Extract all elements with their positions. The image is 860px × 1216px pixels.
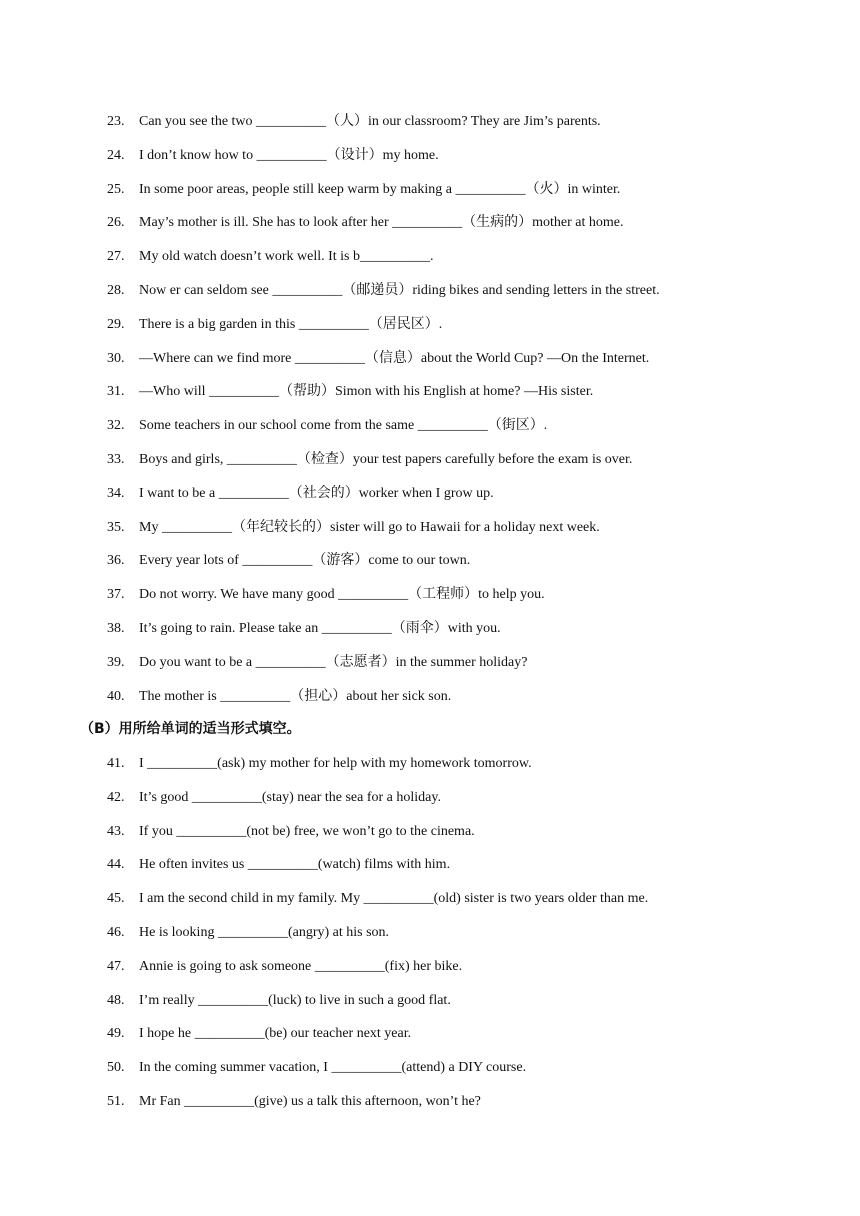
item-number: 35. [107, 519, 125, 535]
item-text: My old watch doesn’t work well. It is b__________. [139, 249, 434, 265]
exercise-item [0, 210, 860, 244]
item-text: —Where can we find more __________（信息）about the World Cup? —On the Internet. [139, 350, 650, 366]
item-number: 33. [107, 451, 125, 467]
exercise-item [0, 1055, 860, 1089]
item-text: He often invites us __________(watch) films with him. [139, 857, 451, 873]
item-number: 49. [107, 1026, 125, 1042]
item-number: 30. [107, 350, 125, 366]
item-text: I __________(ask) my mother for help with my homework tomorrow. [139, 756, 532, 771]
item-number: 50. [107, 1060, 125, 1076]
exercise-item [0, 548, 860, 582]
item-text: Now er can seldom see __________（邮递员）riding bikes and sending letters in the street. [139, 282, 660, 298]
item-number: 31. [107, 384, 125, 400]
item-text: In some poor areas, people still keep warm by making a __________（火）in winter. [139, 181, 621, 197]
item-number: 37. [107, 587, 125, 603]
item-number: 23. [107, 114, 125, 129]
exercise-item [0, 886, 860, 920]
item-text: It’s good __________(stay) near the sea for a holiday. [139, 789, 441, 805]
item-text: The mother is __________（担心）about her sick son. [139, 688, 452, 704]
item-text: Do you want to be a __________（志愿者）in the summer holiday? [139, 654, 528, 670]
section-b-heading: （B）用所给单词的适当形式填空。 [80, 721, 301, 737]
item-text: I don’t know how to __________（设计）my home. [139, 147, 439, 163]
item-text: —Who will __________（帮助）Simon with his English at home? —His sister. [139, 384, 594, 400]
exercise-item [0, 481, 860, 515]
exercise-item [0, 447, 860, 481]
item-number: 24. [107, 147, 125, 163]
item-text: Annie is going to ask someone __________(fix) her bike. [139, 958, 463, 974]
item-number: 42. [107, 789, 125, 805]
item-number: 27. [107, 249, 125, 265]
item-number: 36. [107, 553, 125, 569]
exercise-list-b [0, 751, 860, 1123]
item-number: 28. [107, 282, 125, 298]
item-number: 26. [107, 215, 125, 231]
exercise-item [0, 244, 860, 278]
item-text: I’m really __________(luck) to live in such a good flat. [139, 992, 451, 1008]
exercise-item [0, 988, 860, 1022]
exercise-item [0, 650, 860, 684]
exercise-item [0, 177, 860, 211]
exercise-item [0, 954, 860, 988]
item-number: 41. [107, 756, 125, 771]
exercise-item [0, 852, 860, 886]
exercise-item [0, 515, 860, 549]
exercise-item [0, 278, 860, 312]
item-number: 44. [107, 857, 125, 873]
item-number: 39. [107, 654, 125, 670]
item-number: 45. [107, 891, 125, 907]
item-number: 51. [107, 1093, 125, 1109]
exercise-item [0, 819, 860, 853]
item-number: 38. [107, 620, 125, 636]
exercise-item [0, 684, 860, 718]
item-text: Every year lots of __________（游客）come to our town. [139, 553, 471, 569]
item-text: There is a big garden in this __________（居民区）. [139, 316, 443, 332]
exercise-item [0, 413, 860, 447]
item-number: 46. [107, 924, 125, 940]
item-number: 25. [107, 181, 125, 197]
item-text: Can you see the two __________（人）in our classroom? They are Jim’s parents. [139, 114, 601, 129]
exercise-item [0, 920, 860, 954]
item-number: 32. [107, 418, 125, 434]
item-text: Do not worry. We have many good __________（工程师）to help you. [139, 587, 545, 603]
item-text: My __________（年纪较长的）sister will go to Hawaii for a holiday next week. [139, 519, 600, 535]
item-number: 40. [107, 688, 125, 704]
item-number: 48. [107, 992, 125, 1008]
item-text: May’s mother is ill. She has to look after her __________（生病的）mother at home. [139, 215, 624, 231]
item-number: 43. [107, 823, 125, 839]
exercise-item [0, 143, 860, 177]
exercise-list-a [0, 109, 860, 717]
item-text: In the coming summer vacation, I __________(attend) a DIY course. [139, 1060, 527, 1076]
item-text: Mr Fan __________(give) us a talk this afternoon, won’t he? [139, 1093, 481, 1109]
exercise-item [0, 785, 860, 819]
item-text: I hope he __________(be) our teacher next year. [139, 1026, 412, 1042]
exercise-item [0, 582, 860, 616]
item-text: He is looking __________(angry) at his son. [139, 924, 390, 940]
item-text: It’s going to rain. Please take an __________（雨伞）with you. [139, 620, 501, 636]
item-number: 47. [107, 958, 125, 974]
exercise-item [0, 312, 860, 346]
item-text: Boys and girls, __________（检查）your test papers carefully before the exam is over. [139, 451, 633, 467]
item-number: 29. [107, 316, 125, 332]
item-text: I want to be a __________（社会的）worker when I grow up. [139, 485, 494, 501]
exercise-item [0, 1089, 860, 1123]
item-number: 34. [107, 485, 125, 501]
item-text: If you __________(not be) free, we won’t go to the cinema. [139, 823, 475, 839]
exercise-item [0, 379, 860, 413]
exercise-item [0, 346, 860, 380]
exercise-item [0, 616, 860, 650]
item-text: I am the second child in my family. My __________(old) sister is two years older than me. [139, 891, 649, 907]
exercise-item [0, 109, 860, 143]
exercise-item [0, 751, 860, 785]
exercise-item [0, 1021, 860, 1055]
item-text: Some teachers in our school come from the same __________（街区）. [139, 418, 548, 434]
